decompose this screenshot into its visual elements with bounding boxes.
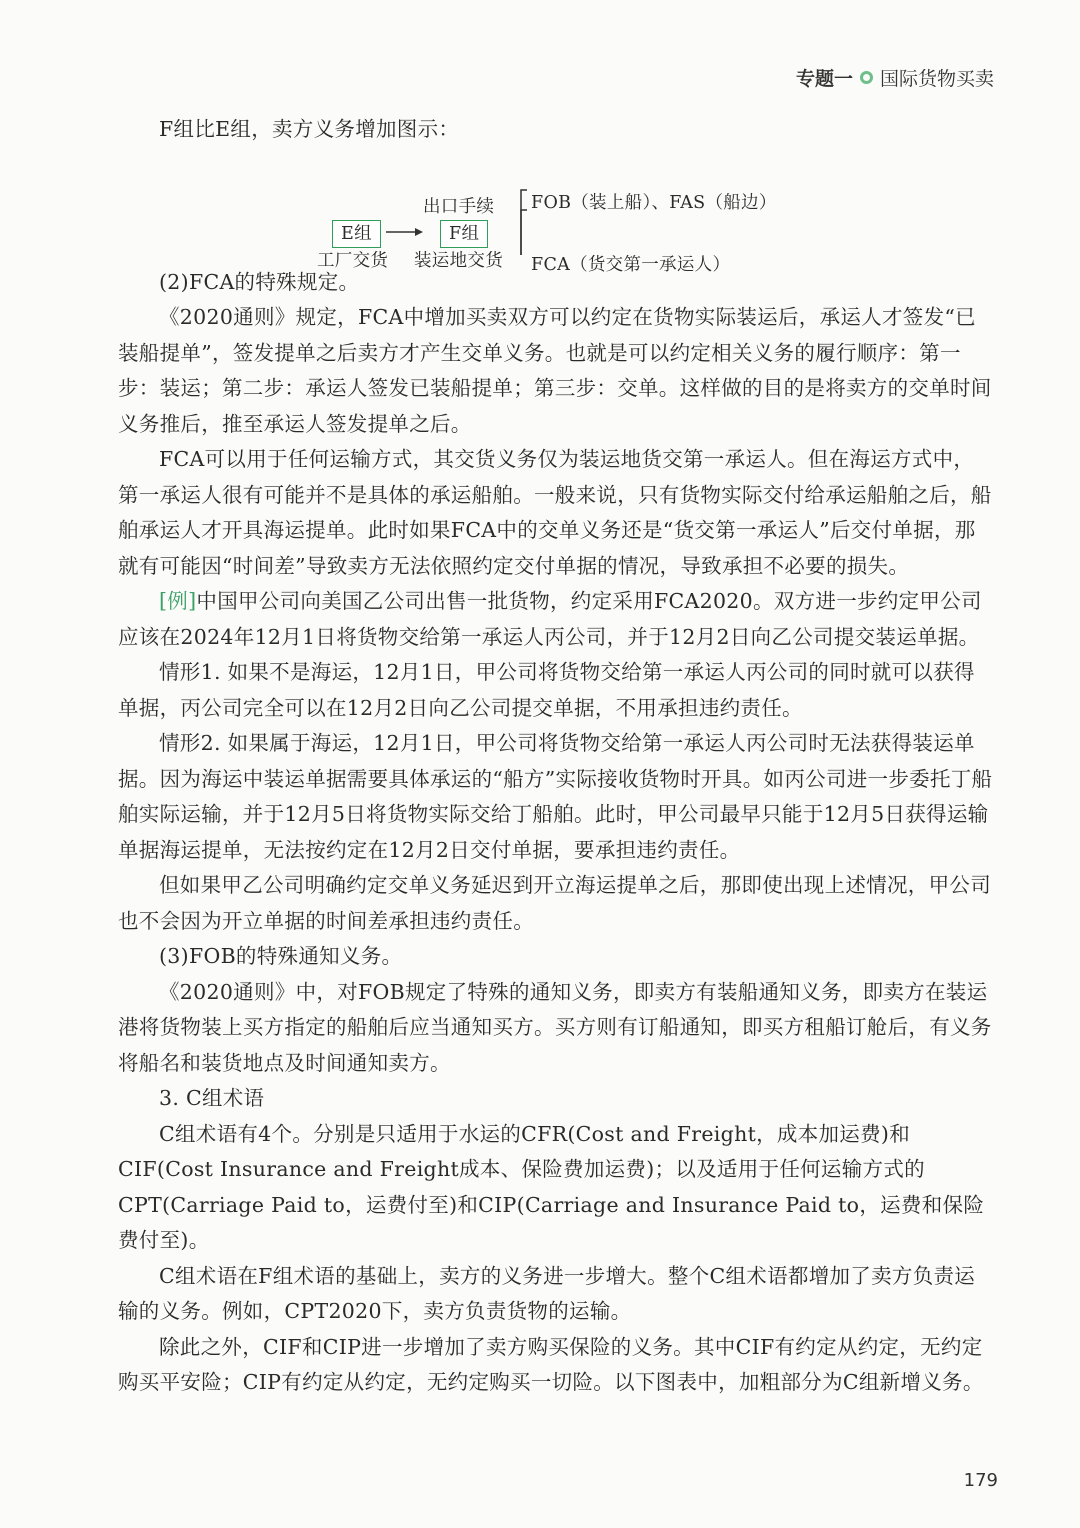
page-number: 179 <box>963 1470 998 1491</box>
paragraph: 但如果甲乙公司明确约定交单义务延迟到开立海运提单之后，那即使出现上述情况，甲公司也不会因为开立单据的时间差承担违约责任。 <box>118 873 991 933</box>
paragraph: 《2020通则》规定，FCA中增加买卖双方可以约定在货物实际装运后，承运人才签发“已装船提单”，签发提单之后卖方才产生交单义务。也就是可以约定相关义务的履行顺序：第一步：装运；第二步：承运人签发已装船提单；第三步：交单。这样做的目的是将卖方的交单时间义务推后，推至承运人签发提单之后。 <box>118 305 992 436</box>
example-text: 中国甲公司向美国乙公司出售一批货物，约定采用FCA2020。双方进一步约定甲公司应该在2024年12月1日将货物交给第一承运人丙公司，并于12月2日向乙公司提交装运单据。 <box>118 589 982 649</box>
export-procedure-label: 出口手续 <box>423 196 495 217</box>
paragraph: C组术语有4个。分别是只适用于水运的CFR(Cost and Freight，成本加运费)和CIF(Cost Insurance and Freight成本、保险费加运费)；以及适用于任何运输方式的CPT(Carriage Paid to，运费付至)和CIP(Carriage and Insurance Paid to，运费和保险费付至)。 <box>118 1121 985 1252</box>
header-section: 专题一 <box>795 68 853 90</box>
paragraph: FCA可以用于任何运输方式，其交货义务仅为装运地货交第一承运人。但在海运方式中，第一承运人很有可能并不是具体的承运船舶。一般来说，只有货物实际交付给承运船舶之后，船舶承运人才开具海运提单。此时如果FCA中的交单义务还是“货交第一承运人”后交付单据，那就有可能因“时间差”导致卖方无法依照约定交付单据的情况，导致承担不必要的损失。 <box>118 447 992 578</box>
paragraph: 除此之外，CIF和CIP进一步增加了卖方购买保险的义务。其中CIF有约定从约定，无约定购买平安险；CIP有约定从约定，无约定购买一切险。以下图表中，加粗部分为C组新增义务。 <box>118 1334 984 1394</box>
e-group-box: E组 <box>332 220 381 248</box>
branch-bracket <box>521 210 527 255</box>
branch-bracket-top <box>521 190 527 255</box>
running-header <box>796 64 994 91</box>
paragraph: C组术语在F组术语的基础上，卖方的义务进一步增大。整个C组术语都增加了卖方负责运输的义务。例如，CPT2020下，卖方负责货物的运输。 <box>118 1263 976 1323</box>
heading-c-group: 3. C组术语 <box>159 1086 265 1110</box>
e-group-caption: 工厂交货 <box>317 250 389 271</box>
example-tag: [例] <box>159 589 197 613</box>
header-topic: 国际货物买卖 <box>879 68 994 90</box>
page-body <box>118 112 994 1401</box>
example-paragraph <box>118 584 994 655</box>
branch-fca: FCA（货交第一承运人） <box>531 254 731 275</box>
case-2-paragraph: 情形2. 如果属于海运，12月1日，甲公司将货物交给第一承运人丙公司时无法获得装运单据。因为海运中装运单据需要具体承运的“船方”实际接收货物时开具。如丙公司进一步委托丁船舶实际运输，并于12月5日将货物实际交给丁船舶。此时，甲公司最早只能于12月5日获得运输单据海运提单，无法按约定在12月2日交付单据，要承担违约责任。 <box>118 731 993 862</box>
paragraph: 《2020通则》中，对FOB规定了特殊的通知义务，即卖方有装船通知义务，即卖方在装运港将货物装上买方指定的船舶后应当通知买方。买方则有订船通知，即买方租船订舱后，有义务将船名和装货地点及时间通知卖方。 <box>118 979 992 1075</box>
case-1-paragraph: 情形1. 如果不是海运，12月1日，甲公司将货物交给第一承运人丙公司的同时就可以获得单据，丙公司完全可以在12月2日向乙公司提交单据，不用承担违约责任。 <box>118 660 975 720</box>
heading-fca-special: (2)FCA的特殊规定。 <box>159 269 360 294</box>
circle-bullet-icon <box>860 71 873 84</box>
branch-fob-fas: FOB（装上船）、FAS（船边） <box>531 192 777 213</box>
arrow-right-icon <box>415 228 423 236</box>
f-group-box: F组 <box>440 220 488 248</box>
diagram-intro: F组比E组，卖方义务增加图示： <box>159 117 460 141</box>
obligation-diagram <box>118 150 994 275</box>
f-group-caption: 装运地交货 <box>414 250 503 271</box>
heading-fob-notice: (3)FOB的特殊通知义务。 <box>159 944 403 968</box>
